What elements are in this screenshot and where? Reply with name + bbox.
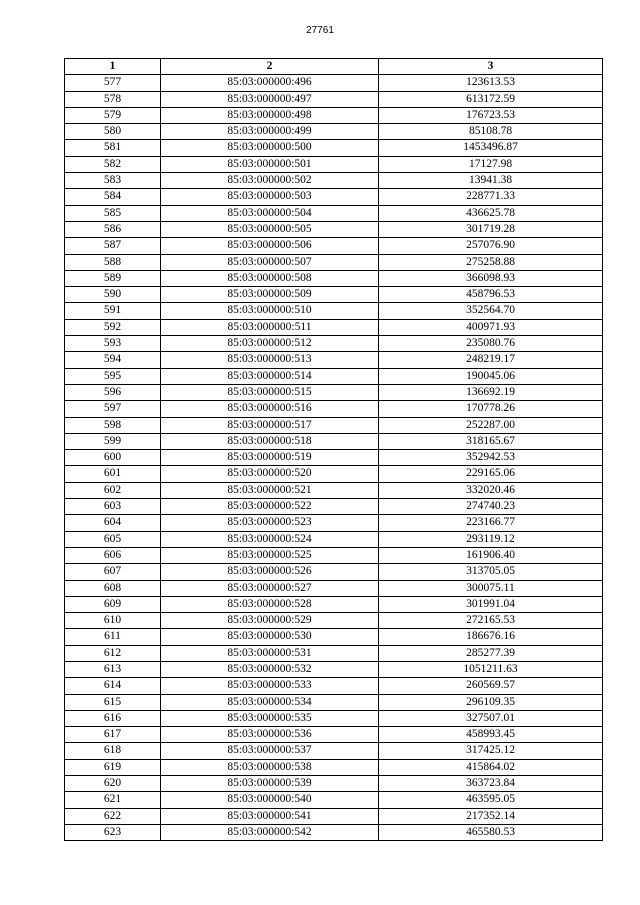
column-header-3: 3	[379, 59, 603, 75]
value-cell: 229165.06	[379, 466, 603, 482]
table-row	[65, 482, 603, 498]
table-row	[65, 678, 603, 694]
cadastral-number-cell: 85:03:000000:511	[161, 319, 379, 335]
cadastral-number-cell: 85:03:000000:499	[161, 124, 379, 140]
table-row	[65, 808, 603, 824]
table-row	[65, 336, 603, 352]
table-row	[65, 547, 603, 563]
value-cell: 217352.14	[379, 808, 603, 824]
value-cell: 301719.28	[379, 221, 603, 237]
table-row	[65, 759, 603, 775]
row-number-cell: 616	[65, 710, 161, 726]
table-body	[65, 75, 603, 841]
table-row	[65, 694, 603, 710]
value-cell: 275258.88	[379, 254, 603, 270]
cadastral-number-cell: 85:03:000000:528	[161, 596, 379, 612]
row-number-cell: 604	[65, 515, 161, 531]
cadastral-number-cell: 85:03:000000:520	[161, 466, 379, 482]
cadastral-number-cell: 85:03:000000:522	[161, 499, 379, 515]
cadastral-number-cell: 85:03:000000:536	[161, 727, 379, 743]
value-cell: 1051211.63	[379, 661, 603, 677]
header-row	[65, 59, 603, 75]
value-cell: 248219.17	[379, 352, 603, 368]
cadastral-number-cell: 85:03:000000:496	[161, 75, 379, 91]
cadastral-number-cell: 85:03:000000:515	[161, 384, 379, 400]
table-row	[65, 564, 603, 580]
cadastral-number-cell: 85:03:000000:529	[161, 613, 379, 629]
row-number-cell: 605	[65, 531, 161, 547]
value-cell: 274740.23	[379, 499, 603, 515]
row-number-cell: 585	[65, 205, 161, 221]
row-number-cell: 591	[65, 303, 161, 319]
table-row	[65, 661, 603, 677]
cadastral-number-cell: 85:03:000000:531	[161, 645, 379, 661]
cadastral-number-cell: 85:03:000000:506	[161, 238, 379, 254]
cadastral-number-cell: 85:03:000000:523	[161, 515, 379, 531]
row-number-cell: 614	[65, 678, 161, 694]
value-cell: 352564.70	[379, 303, 603, 319]
cadastral-number-cell: 85:03:000000:513	[161, 352, 379, 368]
table-row	[65, 792, 603, 808]
table-row	[65, 205, 603, 221]
value-cell: 332020.46	[379, 482, 603, 498]
column-header-2: 2	[161, 59, 379, 75]
row-number-cell: 615	[65, 694, 161, 710]
cadastral-number-cell: 85:03:000000:503	[161, 189, 379, 205]
value-cell: 400971.93	[379, 319, 603, 335]
table-row	[65, 727, 603, 743]
row-number-cell: 580	[65, 124, 161, 140]
row-number-cell: 583	[65, 173, 161, 189]
cadastral-number-cell: 85:03:000000:512	[161, 336, 379, 352]
row-number-cell: 593	[65, 336, 161, 352]
page-number: 27761	[306, 25, 334, 36]
value-cell: 318165.67	[379, 433, 603, 449]
value-cell: 300075.11	[379, 580, 603, 596]
cadastral-number-cell: 85:03:000000:517	[161, 417, 379, 433]
cadastral-number-cell: 85:03:000000:521	[161, 482, 379, 498]
row-number-cell: 623	[65, 824, 161, 840]
table-row	[65, 629, 603, 645]
cadastral-number-cell: 85:03:000000:507	[161, 254, 379, 270]
table-row	[65, 417, 603, 433]
table-row	[65, 466, 603, 482]
row-number-cell: 601	[65, 466, 161, 482]
value-cell: 317425.12	[379, 743, 603, 759]
row-number-cell: 577	[65, 75, 161, 91]
value-cell: 223166.77	[379, 515, 603, 531]
table-row	[65, 107, 603, 123]
row-number-cell: 581	[65, 140, 161, 156]
value-cell: 458993.45	[379, 727, 603, 743]
table-row	[65, 515, 603, 531]
row-number-cell: 621	[65, 792, 161, 808]
table-row	[65, 384, 603, 400]
cadastral-number-cell: 85:03:000000:532	[161, 661, 379, 677]
table-row	[65, 221, 603, 237]
cadastral-number-cell: 85:03:000000:509	[161, 287, 379, 303]
table-row	[65, 287, 603, 303]
value-cell: 272165.53	[379, 613, 603, 629]
cadastral-number-cell: 85:03:000000:497	[161, 91, 379, 107]
table-row	[65, 173, 603, 189]
value-cell: 301991.04	[379, 596, 603, 612]
row-number-cell: 622	[65, 808, 161, 824]
value-cell: 252287.00	[379, 417, 603, 433]
table-row	[65, 156, 603, 172]
row-number-cell: 620	[65, 776, 161, 792]
value-cell: 363723.84	[379, 776, 603, 792]
row-number-cell: 599	[65, 433, 161, 449]
row-number-cell: 594	[65, 352, 161, 368]
table-row	[65, 254, 603, 270]
cadastral-number-cell: 85:03:000000:505	[161, 221, 379, 237]
table-row	[65, 238, 603, 254]
table-row	[65, 401, 603, 417]
cadastral-number-cell: 85:03:000000:524	[161, 531, 379, 547]
value-cell: 458796.53	[379, 287, 603, 303]
row-number-cell: 587	[65, 238, 161, 254]
row-number-cell: 610	[65, 613, 161, 629]
row-number-cell: 600	[65, 450, 161, 466]
value-cell: 436625.78	[379, 205, 603, 221]
row-number-cell: 582	[65, 156, 161, 172]
value-cell: 465580.53	[379, 824, 603, 840]
value-cell: 161906.40	[379, 547, 603, 563]
value-cell: 296109.35	[379, 694, 603, 710]
table-row	[65, 580, 603, 596]
table-row	[65, 368, 603, 384]
row-number-cell: 595	[65, 368, 161, 384]
value-cell: 285277.39	[379, 645, 603, 661]
cadastral-number-cell: 85:03:000000:538	[161, 759, 379, 775]
row-number-cell: 579	[65, 107, 161, 123]
row-number-cell: 606	[65, 547, 161, 563]
table-row	[65, 499, 603, 515]
value-cell: 13941.38	[379, 173, 603, 189]
table-row	[65, 776, 603, 792]
value-cell: 415864.02	[379, 759, 603, 775]
row-number-cell: 607	[65, 564, 161, 580]
table-row	[65, 319, 603, 335]
value-cell: 313705.05	[379, 564, 603, 580]
row-number-cell: 598	[65, 417, 161, 433]
table-row	[65, 450, 603, 466]
cadastral-number-cell: 85:03:000000:501	[161, 156, 379, 172]
table-row	[65, 710, 603, 726]
row-number-cell: 618	[65, 743, 161, 759]
table-row	[65, 140, 603, 156]
value-cell: 186676.16	[379, 629, 603, 645]
value-cell: 293119.12	[379, 531, 603, 547]
value-cell: 170778.26	[379, 401, 603, 417]
cadastral-number-cell: 85:03:000000:519	[161, 450, 379, 466]
table-row	[65, 433, 603, 449]
row-number-cell: 597	[65, 401, 161, 417]
table-row	[65, 824, 603, 840]
value-cell: 260569.57	[379, 678, 603, 694]
cadastral-number-cell: 85:03:000000:504	[161, 205, 379, 221]
row-number-cell: 590	[65, 287, 161, 303]
value-cell: 235080.76	[379, 336, 603, 352]
cadastral-number-cell: 85:03:000000:526	[161, 564, 379, 580]
table-row	[65, 270, 603, 286]
row-number-cell: 578	[65, 91, 161, 107]
row-number-cell: 613	[65, 661, 161, 677]
column-header-1: 1	[65, 59, 161, 75]
table-row	[65, 596, 603, 612]
cadastral-number-cell: 85:03:000000:542	[161, 824, 379, 840]
row-number-cell: 619	[65, 759, 161, 775]
value-cell: 228771.33	[379, 189, 603, 205]
cadastral-number-cell: 85:03:000000:533	[161, 678, 379, 694]
data-table	[64, 58, 603, 841]
value-cell: 1453496.87	[379, 140, 603, 156]
row-number-cell: 584	[65, 189, 161, 205]
table-row	[65, 189, 603, 205]
table-row	[65, 124, 603, 140]
table-row	[65, 352, 603, 368]
cadastral-number-cell: 85:03:000000:514	[161, 368, 379, 384]
cadastral-number-cell: 85:03:000000:498	[161, 107, 379, 123]
table-row	[65, 91, 603, 107]
value-cell: 327507.01	[379, 710, 603, 726]
row-number-cell: 617	[65, 727, 161, 743]
cadastral-number-cell: 85:03:000000:508	[161, 270, 379, 286]
cadastral-number-cell: 85:03:000000:525	[161, 547, 379, 563]
row-number-cell: 612	[65, 645, 161, 661]
cadastral-number-cell: 85:03:000000:516	[161, 401, 379, 417]
row-number-cell: 586	[65, 221, 161, 237]
row-number-cell: 589	[65, 270, 161, 286]
table-row	[65, 303, 603, 319]
cadastral-number-cell: 85:03:000000:502	[161, 173, 379, 189]
table-header	[65, 59, 603, 75]
row-number-cell: 602	[65, 482, 161, 498]
value-cell: 85108.78	[379, 124, 603, 140]
value-cell: 123613.53	[379, 75, 603, 91]
cadastral-number-cell: 85:03:000000:530	[161, 629, 379, 645]
row-number-cell: 592	[65, 319, 161, 335]
cadastral-number-cell: 85:03:000000:540	[161, 792, 379, 808]
table-row	[65, 531, 603, 547]
cadastral-number-cell: 85:03:000000:539	[161, 776, 379, 792]
cadastral-number-cell: 85:03:000000:537	[161, 743, 379, 759]
row-number-cell: 608	[65, 580, 161, 596]
value-cell: 136692.19	[379, 384, 603, 400]
cadastral-number-cell: 85:03:000000:535	[161, 710, 379, 726]
row-number-cell: 609	[65, 596, 161, 612]
cadastral-number-cell: 85:03:000000:518	[161, 433, 379, 449]
table-row	[65, 613, 603, 629]
value-cell: 366098.93	[379, 270, 603, 286]
row-number-cell: 588	[65, 254, 161, 270]
cadastral-number-cell: 85:03:000000:534	[161, 694, 379, 710]
value-cell: 17127.98	[379, 156, 603, 172]
row-number-cell: 596	[65, 384, 161, 400]
value-cell: 257076.90	[379, 238, 603, 254]
cadastral-number-cell: 85:03:000000:500	[161, 140, 379, 156]
row-number-cell: 611	[65, 629, 161, 645]
value-cell: 613172.59	[379, 91, 603, 107]
value-cell: 463595.05	[379, 792, 603, 808]
table-row	[65, 645, 603, 661]
table-row	[65, 743, 603, 759]
row-number-cell: 603	[65, 499, 161, 515]
cadastral-number-cell: 85:03:000000:527	[161, 580, 379, 596]
table-row	[65, 75, 603, 91]
value-cell: 176723.53	[379, 107, 603, 123]
value-cell: 190045.06	[379, 368, 603, 384]
cadastral-number-cell: 85:03:000000:510	[161, 303, 379, 319]
value-cell: 352942.53	[379, 450, 603, 466]
cadastral-number-cell: 85:03:000000:541	[161, 808, 379, 824]
